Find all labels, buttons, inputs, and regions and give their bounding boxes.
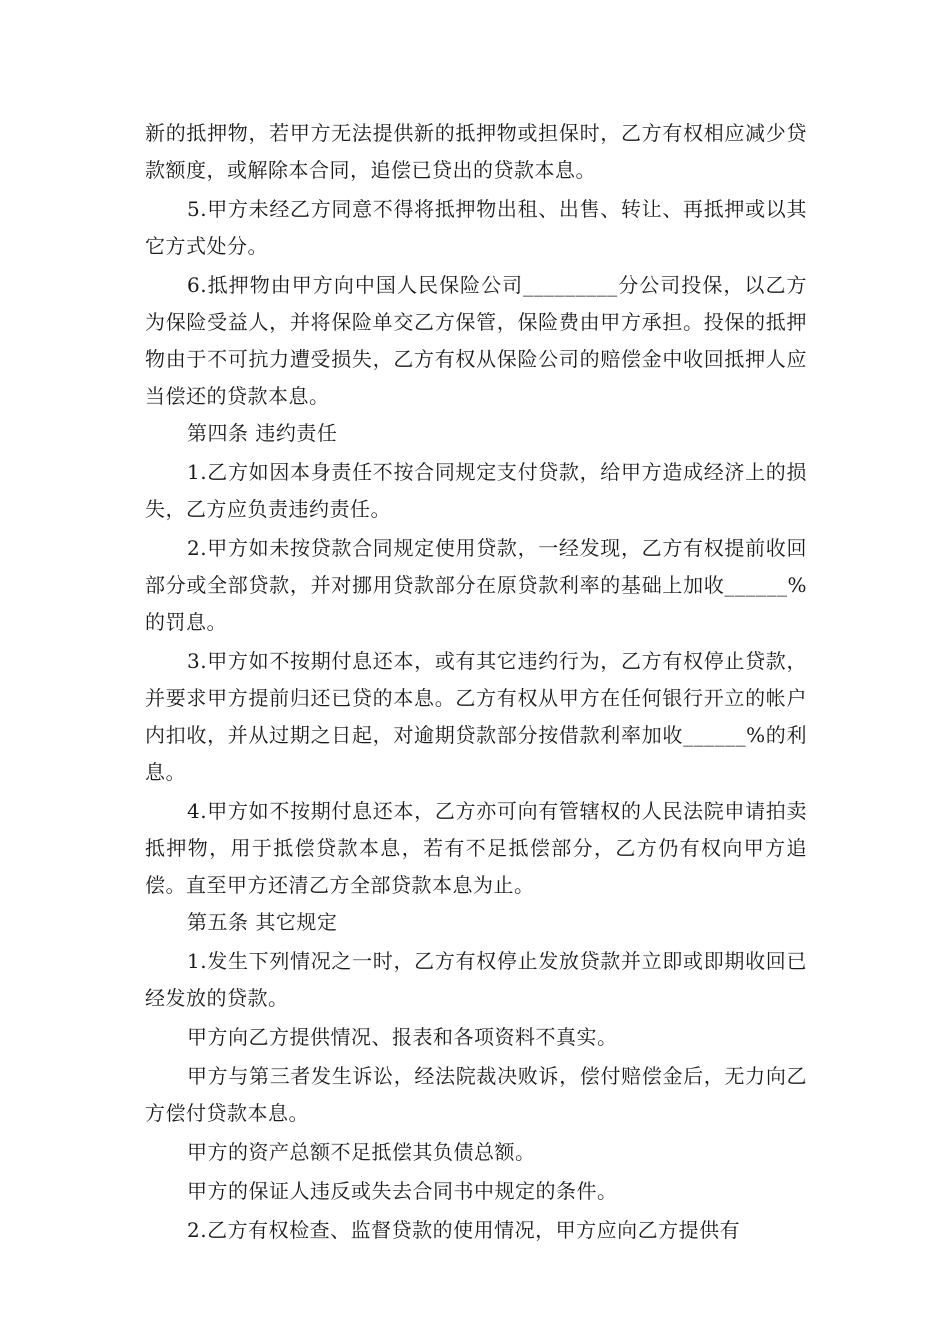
- paragraph-condition-1: 甲方向乙方提供情况、报表和各项资料不真实。: [187, 1025, 618, 1049]
- paragraph-condition-2: 甲方与第三者发生诉讼，经法院裁决败诉，偿付赔偿金后，无力向乙方偿付贷款本息。: [145, 1064, 807, 1125]
- paragraph-clause-4-4: 4.甲方如不按期付息还本，乙方亦可向有管辖权的人民法院申请拍卖抵押物，用于抵偿贷款本息，若有不足抵偿部分，乙方仍有权向甲方追偿。直至甲方还清乙方全部贷款本息为止。: [145, 799, 807, 897]
- paragraph-clause-3-6: 6.抵押物由甲方向中国人民保险公司_________分公司投保，以乙方为保险受益人，并将保险单交乙方保管，保险费由甲方承担。投保的抵押物由于不可抗力遭受损失，乙方有权从保险公司的赔偿金中收回抵押人应当偿还的贷款本息。: [145, 273, 807, 408]
- paragraph-condition-3: 甲方的资产总额不足抵偿其负债总额。: [187, 1140, 536, 1164]
- paragraph-continuation: 新的抵押物，若甲方无法提供新的抵押物或担保时，乙方有权相应减少贷款额度，或解除本合同，追偿已贷出的贷款本息。: [145, 121, 807, 182]
- paragraph-clause-4-3: 3.甲方如不按期付息还本，或有其它违约行为，乙方有权停止贷款，并要求甲方提前归还已贷的本息。乙方有权从甲方在任何银行开立的帐户内扣收，并从过期之日起，对逾期贷款部分按借款利率加收______%的利息。: [145, 649, 807, 784]
- paragraph-condition-4: 甲方的保证人违反或失去合同书中规定的条件。: [187, 1179, 618, 1203]
- heading-article-5: 第五条 其它规定: [187, 910, 338, 934]
- paragraph-clause-5-2: 2.乙方有权检查、监督贷款的使用情况，甲方应向乙方提供有: [187, 1218, 741, 1242]
- heading-article-4: 第四条 违约责任: [187, 421, 338, 445]
- paragraph-clause-5-1: 1.发生下列情况之一时，乙方有权停止发放贷款并立即或即期收回已经发放的贷款。: [145, 949, 807, 1010]
- paragraph-clause-3-5: 5.甲方未经乙方同意不得将抵押物出租、出售、转让、再抵押或以其它方式处分。: [145, 197, 807, 258]
- paragraph-clause-4-2: 2.甲方如未按贷款合同规定使用贷款，一经发现，乙方有权提前收回部分或全部贷款，并对挪用贷款部分在原贷款利率的基础上加收______%的罚息。: [145, 536, 807, 634]
- paragraph-clause-4-1: 1.乙方如因本身责任不按合同规定支付贷款，给甲方造成经济上的损失，乙方应负责违约责任。: [145, 460, 807, 521]
- document-body: [145, 115, 807, 1249]
